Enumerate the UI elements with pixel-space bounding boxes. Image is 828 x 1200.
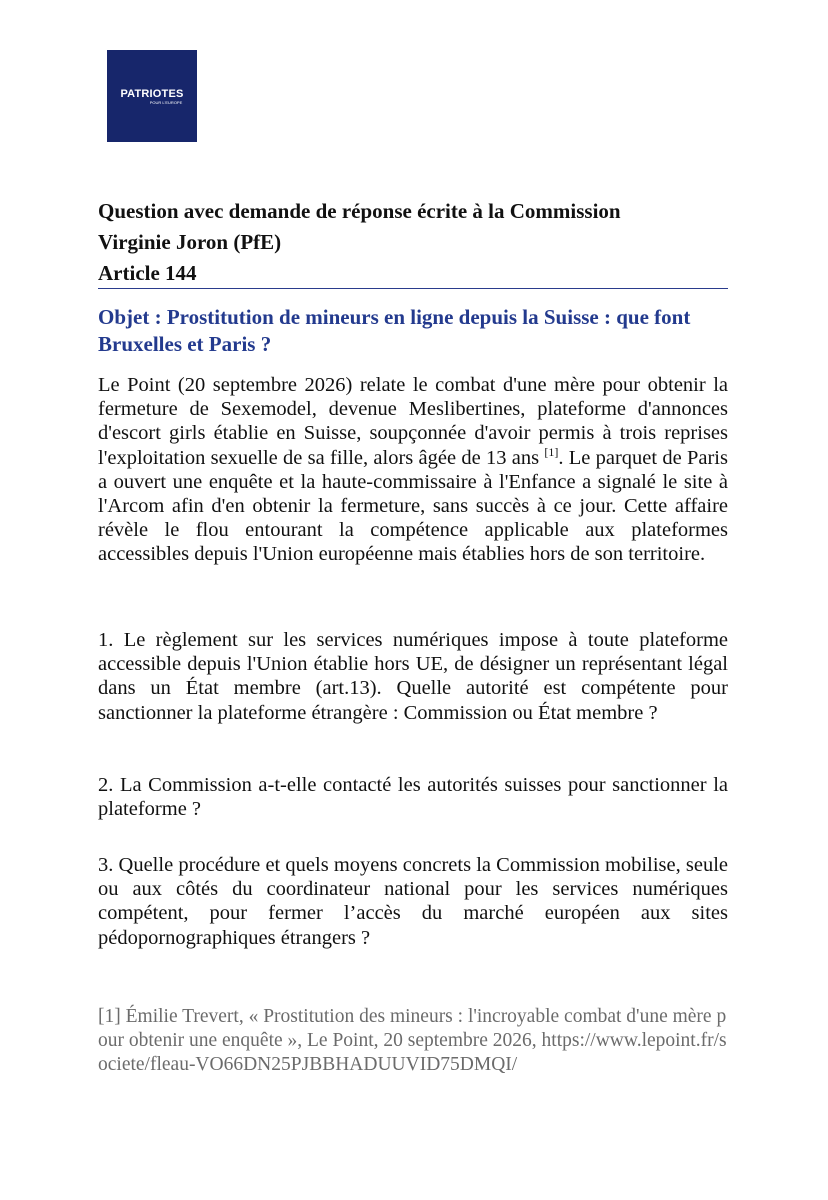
footnote-url[interactable]: https://www.lepoint.fr/societe/fleau-VO66DN25PJBBHADUUVID75DMQI/ <box>98 1030 727 1076</box>
footnote-reference: [1] <box>544 444 559 459</box>
intro-paragraph <box>98 373 728 567</box>
logo-main-text: PATRIOTES <box>120 87 184 100</box>
subject-line: Objet : Prostitution de mineurs en ligne depuis la Suisse : que font Bruxelles et Paris ? <box>98 305 691 356</box>
logo-sub-text: POUR L'EUROPE <box>149 99 183 105</box>
header-divider <box>98 288 728 289</box>
question-3: 3. Quelle procédure et quels moyens concrets la Commission mobilise, seule ou aux côtés du coordinateur national pour les services numériques compétent, pour fermer l’accès du marché européen aux sites pédopornographiques étrangers ? <box>98 854 728 949</box>
patriotes-logo <box>107 50 197 142</box>
header-article: Article 144 <box>98 261 197 285</box>
intro-text-after-ref: . Le parquet de Paris a ouvert une enquête et la haute-commissaire à l'Enfance a signalé le site à l'Arcom afin d'en obtenir la fermeture, sans succès à ce jour. Cette affaire révèle le flou entourant la compétence applicable aux plateformes accessibles depuis l'Union européenne mais établies hors de son territoire. <box>98 446 728 566</box>
footnote-text: [1] Émilie Trevert, « Prostitution des mineurs : l'incroyable combat d'une mère pour obtenir une enquête », Le Point, 20 septembre 2026, <box>98 1006 727 1052</box>
question-2: 2. La Commission a-t-elle contacté les autorités suisses pour sanctionner la plateforme ? <box>98 774 728 821</box>
question-header <box>98 196 730 289</box>
intro-text-before-ref: Le Point (20 septembre 2026) relate le combat d'une mère pour obtenir la fermeture de Sexemodel, devenue Meslibertines, plateforme d'annonces d'escort girls établie en Suisse, soupçonnée d'avoir permis à trois reprises l'exploitation sexuelle de sa fille, alors âgée de 13 ans <box>98 374 728 469</box>
header-author: Virginie Joron (PfE) <box>98 230 282 254</box>
footnote <box>98 1005 728 1078</box>
header-title: Question avec demande de réponse écrite à la Commission <box>98 199 621 223</box>
question-1: 1. Le règlement sur les services numériques impose à toute plateforme accessible depuis l'Union établie hors UE, de désigner un représentant légal dans un État membre (art.13). Quelle autorité est compétente pour sanctionner la plateforme étrangère : Commission ou État membre ? <box>98 629 728 724</box>
